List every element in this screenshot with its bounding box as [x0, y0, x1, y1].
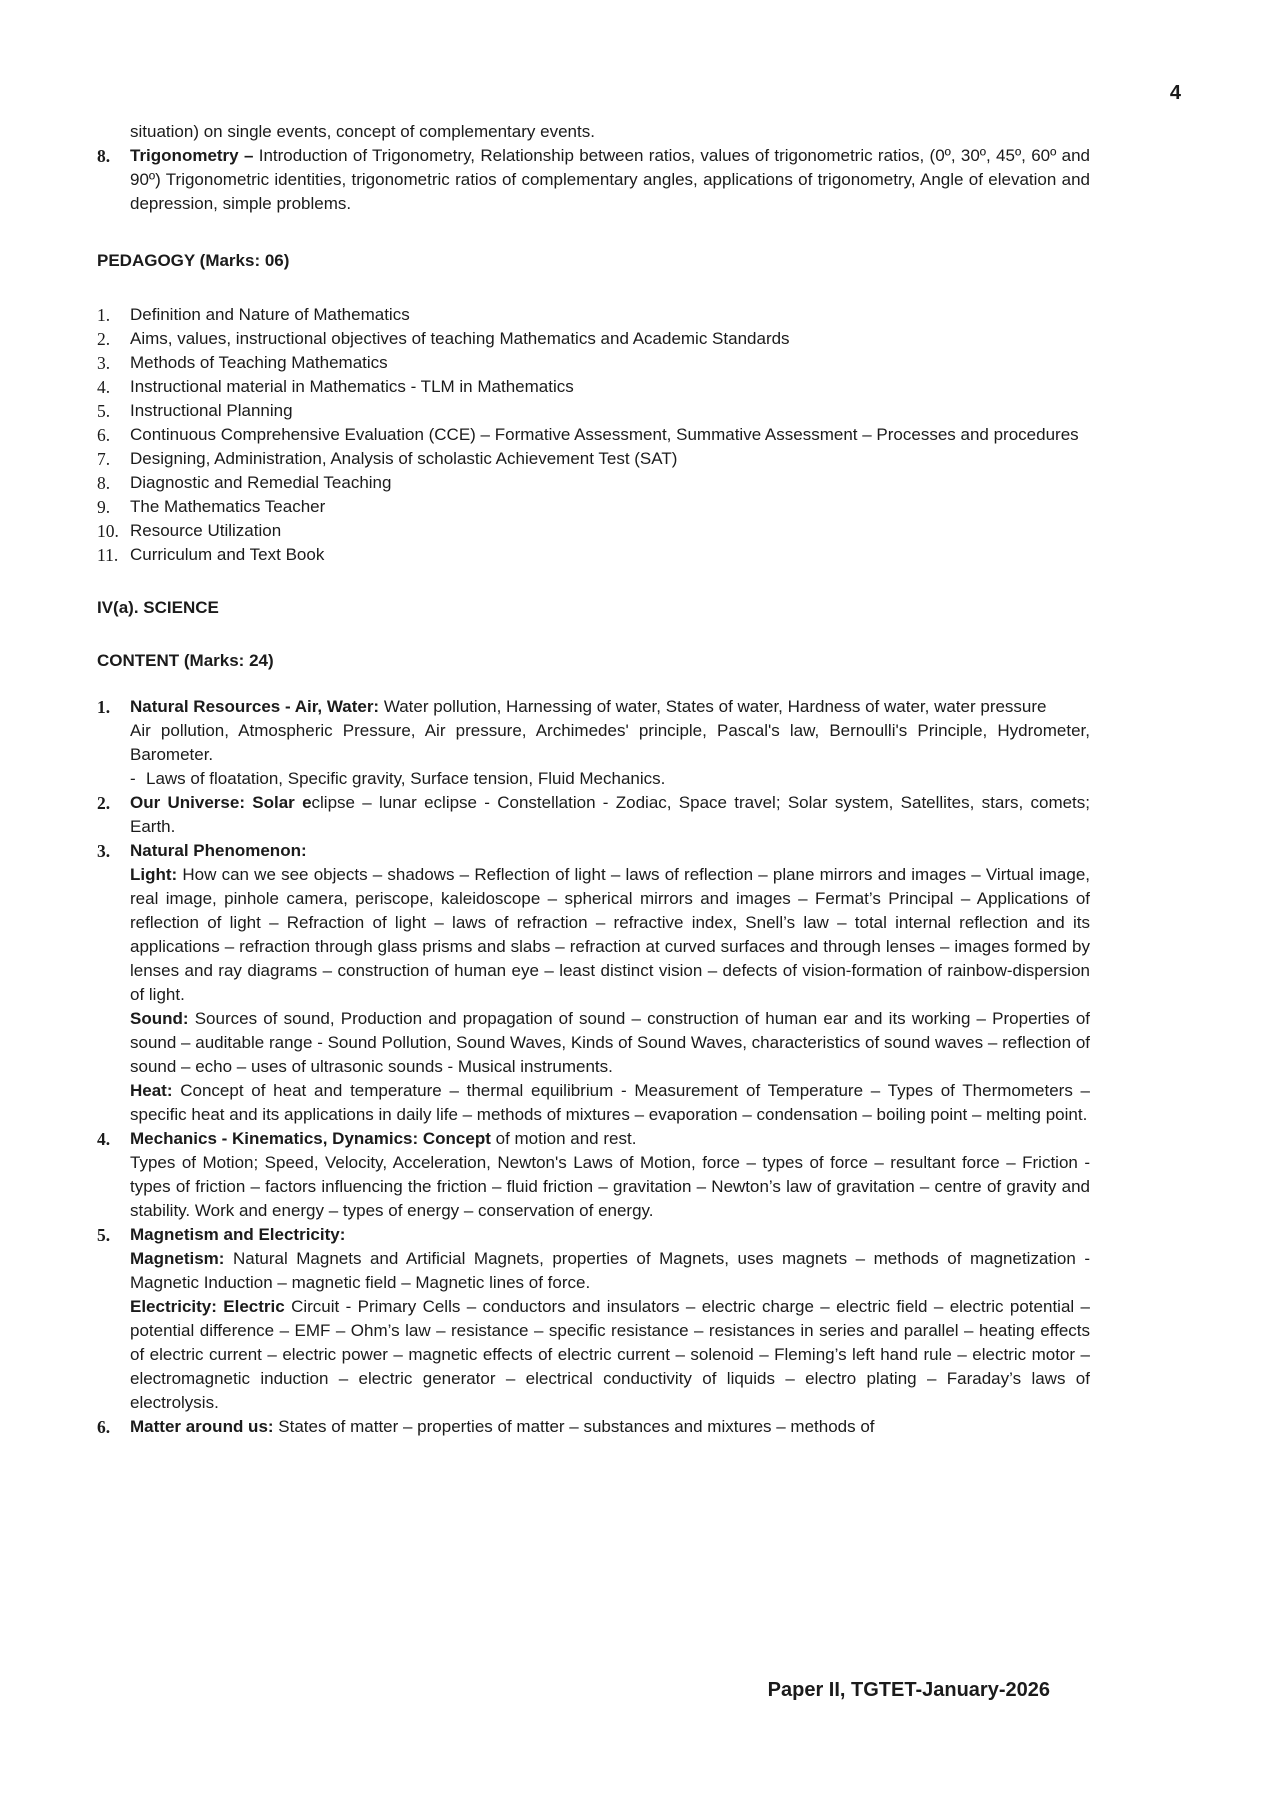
list-item-text: The Mathematics Teacher [130, 497, 326, 516]
list-item-text: Continuous Comprehensive Evaluation (CCE) – Formative Assessment, Summative Assessment – Processes and procedures [130, 425, 1079, 444]
list-marker: 7. [97, 449, 111, 469]
paragraph-text: clipse – lunar eclipse - Constellation - Zodiac, Space travel; Solar system, Satellites, stars, comets; Earth. [130, 793, 1091, 836]
list-marker: 6. [97, 1417, 111, 1437]
list-item [97, 839, 1090, 1127]
list-item-text: Definition and Nature of Mathematics [130, 305, 410, 324]
paragraph-lead: Sound: [130, 1009, 189, 1028]
list-item [97, 375, 1090, 399]
list-item [97, 543, 1090, 567]
list-item-text: Diagnostic and Remedial Teaching [130, 473, 392, 492]
list-item [97, 471, 1090, 495]
list-item [97, 519, 1090, 543]
paragraph [130, 1247, 1090, 1295]
list-marker: 4. [97, 1129, 111, 1149]
document-body [97, 120, 1090, 1439]
list-item-text: Methods of Teaching Mathematics [130, 353, 388, 372]
paragraph-text: Water pollution, Harnessing of water, States of water, Hardness of water, water pressure [379, 697, 1047, 716]
science-content-list [97, 695, 1090, 1439]
paragraph-text: Concept of heat and temperature – thermal equilibrium - Measurement of Temperature – Types of Thermometers – specific heat and its applications in daily life – methods of mixtures – evaporation – condensation – boiling point – melting point. [130, 1081, 1090, 1124]
list-marker: 4. [97, 377, 111, 397]
list-item-text: Aims, values, instructional objectives of teaching Mathematics and Academic Standards [130, 329, 790, 348]
list-item [97, 351, 1090, 375]
paragraph-lead: Heat: [130, 1081, 173, 1100]
paragraph-lead: Our Universe: Solar e [130, 793, 312, 812]
list-item-body [130, 695, 1090, 791]
list-marker: 10. [97, 521, 119, 541]
list-item-text: Instructional Planning [130, 401, 293, 420]
paragraph [130, 863, 1090, 1007]
list-marker: 9. [97, 497, 111, 517]
list-marker: 5. [97, 401, 111, 421]
paragraph-text: of motion and rest. [490, 1129, 637, 1148]
paragraph [130, 719, 1090, 767]
page-number: 4 [1169, 82, 1181, 104]
paragraph [130, 144, 1090, 216]
list-item [97, 695, 1090, 791]
paragraph-lead: Electricity: Electric [130, 1297, 285, 1316]
list-marker: 6. [97, 425, 111, 445]
paragraph-text: States of matter – properties of matter – substances and mixtures – methods of [273, 1417, 875, 1436]
list-item [97, 144, 1090, 216]
paragraph-text: Sources of sound, Production and propagation of sound – construction of human ear and its working – Properties of sound – auditable range - Sound Pollution, Sound Waves, Kinds of Sound Waves, characteristics of sound waves – reflection of sound – echo – uses of ultrasonic sounds - Musical instruments. [130, 1009, 1090, 1076]
paragraph [130, 1223, 1090, 1247]
paragraph [130, 839, 1090, 863]
pedagogy-list [97, 303, 1090, 567]
paragraph-text: Air pollution, Atmospheric Pressure, Air pressure, Archimedes' principle, Pascal's law, Bernoulli's Principle, Hydrometer, Barometer. [130, 721, 1090, 764]
list-item-body [130, 1415, 1090, 1439]
list-item-body [130, 1223, 1090, 1415]
pedagogy-heading: PEDAGOGY (Marks: 06) [97, 251, 290, 270]
list-item [97, 1127, 1090, 1223]
paragraph [130, 1127, 1090, 1151]
list-item [97, 423, 1090, 447]
paragraph-text: How can we see objects – shadows – Reflection of light – laws of reflection – plane mirrors and images – Virtual image, real image, pinhole camera, periscope, kaleidoscope – spherical mirrors and images – Fermat’s Principal – Applications of reflection of light – Refraction of light – laws of refraction – refractive index, Snell’s law – total internal reflection and its applications – refraction through glass prisms and slabs – refraction at curved surfaces and through lenses – images formed by lenses and ray diagrams – construction of human eye – least distinct vision – defects of vision-formation of rainbow-dispersion of light. [130, 865, 1090, 1004]
paragraph [130, 695, 1090, 719]
paragraph-text: Natural Magnets and Artificial Magnets, properties of Magnets, uses magnets – methods of magnetization - Magnetic Induction – magnetic field – Magnetic lines of force. [130, 1249, 1090, 1292]
paragraph-text: Laws of floatation, Specific gravity, Surface tension, Fluid Mechanics. [146, 769, 666, 788]
list-item [97, 1415, 1090, 1439]
paragraph [130, 1295, 1090, 1415]
paragraph [130, 1007, 1090, 1079]
paragraph-text: Types of Motion; Speed, Velocity, Acceleration, Newton's Laws of Motion, force – types of force – resultant force – Friction - types of friction – factors influencing the friction – fluid friction – gravitation – Newton’s law of gravitation – centre of gravity and stability. Work and energy – types of energy – conservation of energy. [130, 1153, 1090, 1220]
paragraph-text: Introduction of Trigonometry, Relationship between ratios, values of trigonometric ratios, (0º, 30º, 45º, 60º and 90º) Trigonometric identities, trigonometric ratios of complementary angles, applications of trigonometry, Angle of elevation and depression, simple problems. [130, 146, 1090, 213]
paragraph-lead: Mechanics - Kinematics, Dynamics: Concept [130, 1129, 491, 1148]
list-item [97, 327, 1090, 351]
list-item [97, 303, 1090, 327]
list-marker: 2. [97, 329, 111, 349]
footer-text: Paper II, TGTET-January-2026 [767, 1679, 1050, 1701]
list-marker: 3. [97, 841, 111, 861]
science-section-heading: IV(a). SCIENCE [97, 598, 219, 617]
list-item-body [130, 144, 1090, 216]
list-item-text: Curriculum and Text Book [130, 545, 325, 564]
list-marker: 8. [97, 146, 111, 166]
list-item-body [130, 1127, 1090, 1223]
list-marker: 2. [97, 793, 111, 813]
list-marker: 11. [97, 545, 119, 565]
list-item-text: Designing, Administration, Analysis of scholastic Achievement Test (SAT) [130, 449, 678, 468]
paragraph [130, 1415, 1090, 1439]
list-marker: 8. [97, 473, 111, 493]
paragraph-lead: Trigonometry – [130, 146, 254, 165]
list-item-text: Resource Utilization [130, 521, 282, 540]
dash-marker: - [130, 769, 136, 788]
paragraph-lead: Magnetism: [130, 1249, 225, 1268]
paragraph [130, 1079, 1090, 1127]
list-marker: 1. [97, 697, 111, 717]
list-marker: 1. [97, 305, 111, 325]
sub-item [130, 767, 1090, 791]
list-item [97, 1223, 1090, 1415]
list-marker: 5. [97, 1225, 111, 1245]
paragraph-text: Circuit - Primary Cells – conductors and insulators – electric charge – electric field – electric potential – potential difference – EMF – Ohm’s law – resistance – specific resistance – resistances in series and parallel – heating effects of electric current – electric power – magnetic effects of electric current – solenoid – Fleming’s left hand rule – electric motor – electromagnetic induction – electric generator – electrical conductivity of liquids – electro plating – Faraday’s laws of electrolysis. [130, 1297, 1090, 1412]
list-item [97, 399, 1090, 423]
paragraph [130, 1151, 1090, 1223]
paragraph [130, 791, 1090, 839]
list-item [97, 791, 1090, 839]
list-marker: 3. [97, 353, 111, 373]
paragraph-lead: Magnetism and Electricity: [130, 1225, 346, 1244]
list-item [97, 447, 1090, 471]
paragraph-lead: Natural Resources - Air, Water: [130, 697, 380, 716]
continuation-paragraph: situation) on single events, concept of complementary events. [130, 122, 595, 141]
content-heading: CONTENT (Marks: 24) [97, 651, 274, 670]
paragraph-lead: Light: [130, 865, 178, 884]
paragraph-lead: Natural Phenomenon: [130, 841, 307, 860]
list-item [97, 495, 1090, 519]
paragraph-lead: Matter around us: [130, 1417, 274, 1436]
list-item-text: Instructional material in Mathematics - TLM in Mathematics [130, 377, 574, 396]
list-item-body [130, 791, 1090, 839]
list-item-body [130, 839, 1090, 1127]
